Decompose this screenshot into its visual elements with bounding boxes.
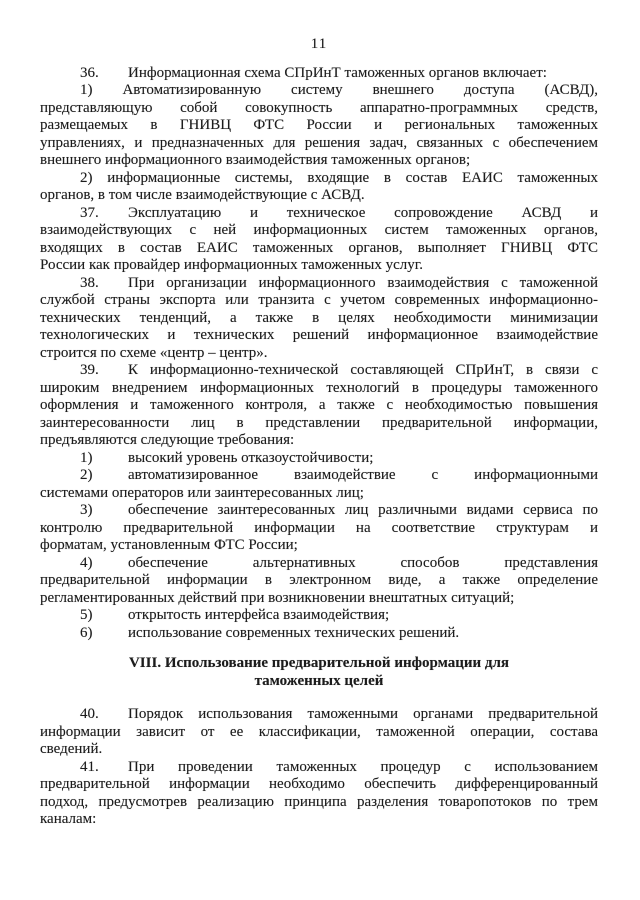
paragraph [40,82,598,170]
document-body [40,65,598,829]
text-line: широким внедрением информационных технологий в процедуры таможенного [40,379,598,396]
paragraph-number: 39. [80,362,99,378]
text-line [80,65,598,83]
text-line: форматам, установленным ФТС России; [40,537,298,553]
text-line: информации зависит от ее классификации, таможенной операции, состава [40,723,598,740]
paragraph [40,502,598,555]
paragraph-number: 41. [80,758,99,775]
text-line: службой страны экспорта или транзита с учетом современных информационно- [40,292,598,308]
text-line [80,706,598,724]
paragraph-text: обеспечение заинтересованных лиц различными видами сервиса по [128,502,598,518]
paragraph [40,170,598,205]
paragraph-text: информационные системы, входящие в состав ЕАИС таможенных [107,169,599,186]
text-line: каналам: [40,811,97,827]
text-line [80,607,598,625]
paragraph-number: 5) [80,607,93,623]
text-line: оформления и таможенного контроля, а также с необходимостью повышения [40,397,598,413]
text-line: строится по схеме «центр – центр». [40,344,268,361]
text-line: сведений. [40,741,103,757]
text-line: подход, предусмотрев реализацию принципа разделения товаропотоков по трем [40,793,598,810]
paragraph-text: Информационная схема СПрИнТ таможенных органов включает: [128,64,547,81]
paragraph-number: 1) [80,449,93,466]
text-line [80,502,598,520]
paragraph [40,450,598,468]
text-line: системами операторов или заинтересованных лиц; [40,484,364,501]
paragraph-number: 1) [80,82,93,98]
section-heading [40,655,598,690]
paragraph [40,759,598,829]
paragraph-number: 6) [80,624,93,641]
text-line [80,555,598,573]
text-line [80,362,598,380]
paragraph-number: 4) [80,554,93,571]
text-line [80,467,598,485]
text-line: размещаемых в ГНИВЦ ФТС России и региональных таможенных [40,117,598,133]
text-line [80,759,598,777]
text-line: взаимодействующих с ней информационных систем таможенных органов, [40,222,598,238]
paragraph-number: 3) [80,502,93,518]
text-line: предъявляются следующие требования: [40,432,295,448]
paragraph-number: 37. [80,204,99,221]
paragraph [40,555,598,608]
text-line: предварительной информации в электронном виде, а также определение [40,572,598,588]
paragraph [40,625,598,643]
paragraph-text: использование современных технических решений. [128,624,460,641]
paragraph-text: При организации информационного взаимодействия с таможенной [128,274,598,291]
section-heading-line: VIII. Использование предварительной информации для [128,655,510,671]
text-line [80,450,598,468]
paragraph [40,275,598,363]
paragraph-number: 36. [80,64,99,81]
paragraph-number: 40. [80,706,99,722]
paragraph-number: 2) [80,169,93,186]
paragraph-text: Эксплуатацию и техническое сопровождение АСВД и [128,204,598,221]
paragraph [40,205,598,275]
paragraph [40,467,598,502]
paragraph-text: Порядок использования таможенными органами предварительной [128,706,598,722]
text-line: технологических и технических решений информационное взаимодействие [40,327,598,343]
paragraph [40,362,598,450]
text-line: контролю предварительной информации на соответствие структурам и [40,519,598,536]
text-line [80,625,598,643]
text-line [80,205,598,223]
text-line: регламентированных действий при возникновении внештатных ситуаций; [40,589,515,606]
paragraph-text: открытость интерфейса взаимодействия; [128,607,390,623]
paragraph-text: высокий уровень отказоустойчивости; [128,449,374,466]
text-line: органов, в том числе взаимодействующие с АСВД. [40,187,365,203]
paragraph [40,706,598,759]
paragraph-number: 2) [80,467,93,483]
text-line: России как провайдер информационных таможенных услуг. [40,257,423,273]
text-line: технических тенденций, а также в целях необходимости минимизации [40,309,598,326]
text-line: управлениях, и предназначенных для решения задач, связанных с обеспечением [40,134,598,151]
paragraph-text: При проведении таможенных процедур с использованием [128,758,598,775]
text-line: предварительной информации необходимо обеспечить дифференцированный [40,776,598,792]
section-heading-line: таможенных целей [254,672,384,689]
text-line [80,275,598,293]
text-line [80,82,598,100]
paragraph [40,607,598,625]
paragraph-text: Автоматизированную систему внешнего доступа (АСВД), [122,82,598,98]
text-line [80,170,598,188]
paragraph-text: обеспечение альтернативных способов представления [128,554,598,571]
text-line: входящих в состав ЕАИС таможенных органов, выполняет ГНИВЦ ФТС [40,239,598,256]
paragraph-number: 38. [80,274,99,291]
paragraph-text: автоматизированное взаимодействие с информационными [128,467,598,483]
text-line: внешнего информационного взаимодействия таможенных органов; [40,152,471,168]
paragraph-text: К информационно-технической составляющей СПрИнТ, в связи с [128,362,598,378]
page-number: 11 [310,36,328,52]
paragraph [40,65,598,83]
text-line: представляющую собой совокупность аппаратно-программных средств, [40,99,598,116]
text-line: заинтересованности лиц в представлении предварительной информации, [40,414,598,431]
